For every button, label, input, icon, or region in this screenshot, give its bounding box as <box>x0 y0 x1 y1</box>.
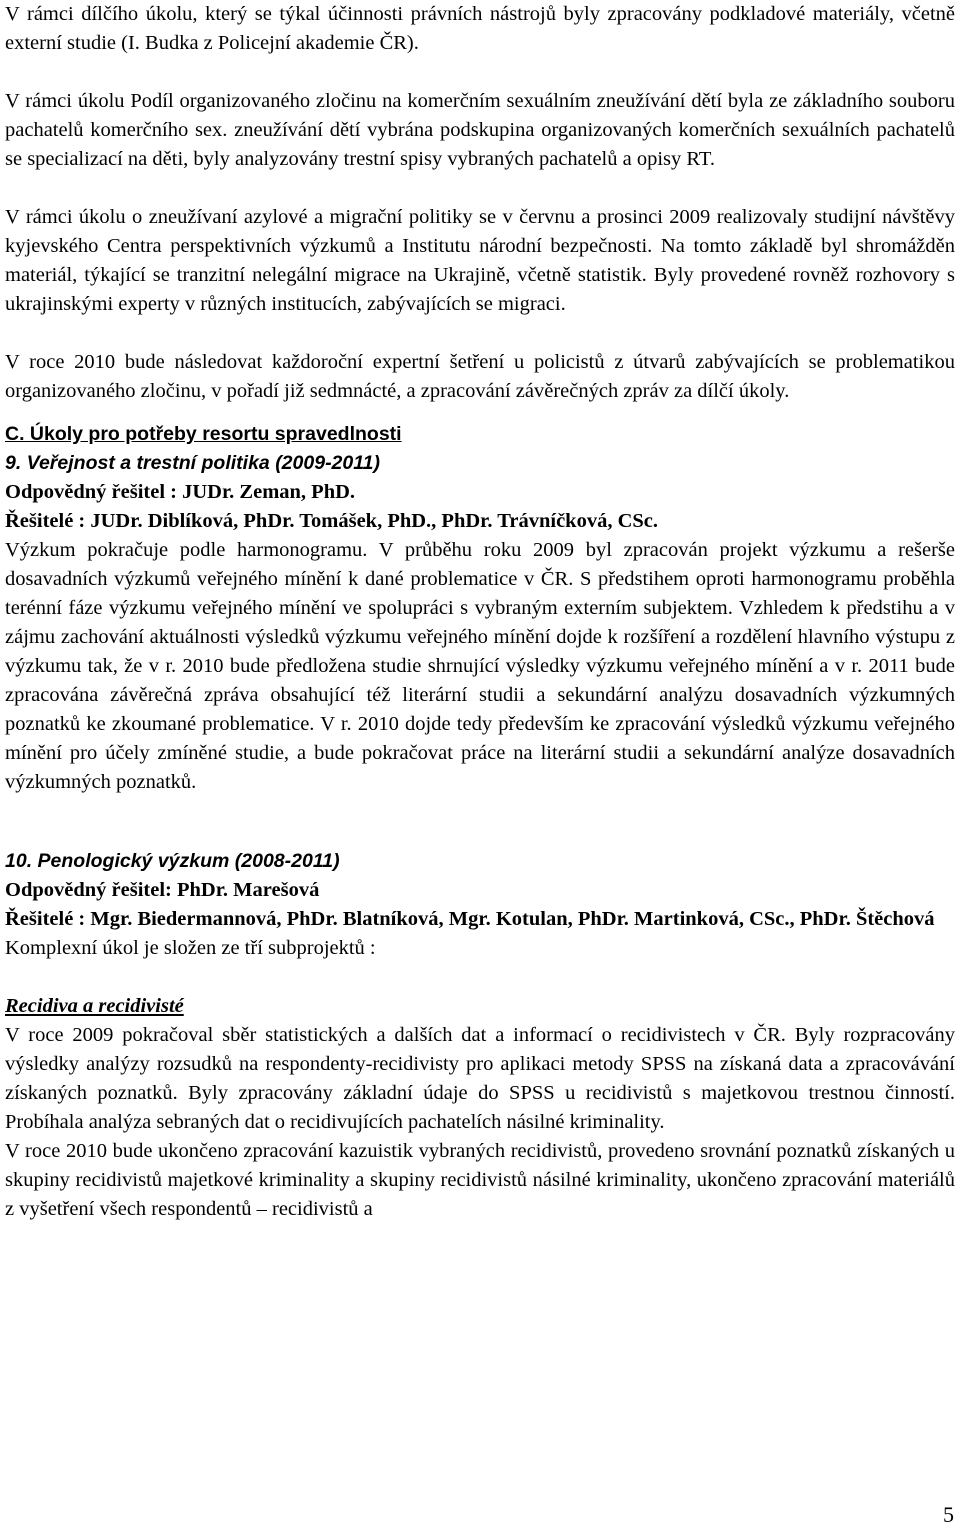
task-9-responsible: Odpovědný řešitel : JUDr. Zeman, PhD. <box>5 481 356 503</box>
paragraph-expert-survey: V roce 2010 bude následovat každoroční expertní šetření u policistů z útvarů zabývajících se problematikou organizovaného zločinu, v pořadí již sedmnácté, a zpracování závěrečných zpráv za dílčí úkoly. <box>5 351 955 402</box>
section-c-heading: C. Úkoly pro potřeby resortu spravedlnosti <box>5 423 402 445</box>
paragraph-organized-crime-exploitation: V rámci úkolu Podíl organizovaného zločinu na komerčním sexuálním zneužívání dětí byla ze základního souboru pachatelů komerčního sex. zneužívání dětí vybrána podskupina organizovaných komerčních sexuálních pachatelů se specializací na děti, byly analyzovány trestní spisy vybraných pachatelů a opisy RT. <box>5 90 955 170</box>
paragraph-asylum-migration: V rámci úkolu o zneužívaní azylové a migrační politiky se v červnu a prosinci 2009 realizovaly studijní návštěvy kyjevského Centra perspektivních výzkumů a Institutu národní bezpečnosti. Na tomto základě byl shromážděn materiál, týkající se tranzitní nelegální migrace na Ukrajině, včetně statistik. Byly provedené rovněž rozhovory s ukrajinskými experty v různých institucích, zabývajících se migraci. <box>5 206 955 315</box>
task-9-title: 9. Veřejnost a trestní politika (2009-2011) <box>5 452 380 474</box>
document-page <box>5 0 955 1224</box>
page-number: 5 <box>943 1502 954 1527</box>
task-10-intro: Komplexní úkol je složen ze tří subprojektů : <box>5 937 376 959</box>
task-10-responsible: Odpovědný řešitel: PhDr. Marešová <box>5 879 320 901</box>
subproject-text-2010: V roce 2010 bude ukončeno zpracování kazuistik vybraných recidivistů, provedeno srovnání poznatků získaných u skupiny recidivistů majetkové kriminality a skupiny recidivistů násilné kriminality, ukončeno zpracování materiálů z vyšetření všech respondentů – recidivistů a <box>5 1140 955 1220</box>
paragraph-legal-instruments: V rámci dílčího úkolu, který se týkal účinnosti právních nástrojů byly zpracovány podkladové materiály, včetně externí studie (I. Budka z Policejní akademie ČR). <box>5 3 955 54</box>
subproject-text-2009: V roce 2009 pokračoval sběr statistických a dalších dat a informací o recidivistech v ČR. Byly rozpracovány výsledky analýzy rozsudků na respondenty-recidivisty pro aplikaci metody SPSS na získaná data a zpracovávání získaných poznatků. Byly zpracovány základní údaje do SPSS u recidivistů s majetkovou trestnou činností. Probíhala analýza sebraných dat o recidivujících pachatelích násilné kriminality. <box>5 1024 955 1133</box>
task-9-solvers: Řešitelé : JUDr. Diblíková, PhDr. Tomášek, PhD., PhDr. Trávníčková, CSc. <box>5 510 659 532</box>
task-10-solvers: Řešitelé : Mgr. Biedermannová, PhDr. Blatníková, Mgr. Kotulan, PhDr. Martinková, CSc., PhDr. Štěchová <box>5 908 935 930</box>
task-9-text: Výzkum pokračuje podle harmonogramu. V průběhu roku 2009 byl zpracován projekt výzkumu a rešerše dosavadních výzkumů veřejného mínění k dané problematice v ČR. S předstihem oproti harmonogramu proběhla terénní fáze výzkumu veřejného mínění ve spolupráci s vybraným externím subjektem. Vzhledem k předstihu a v zájmu zachování aktuálnosti výsledků výzkumu veřejného mínění dojde k rozšíření a rozdělení hlavního výstupu z výzkumu tak, že v r. 2010 bude předložena studie shrnující výsledky výzkumu veřejného mínění a v r. 2011 bude zpracována závěrečná zpráva obsahující též literární studii a sekundární analýzu dosavadních výzkumných poznatků ke zkoumané problematice. V r. 2010 dojde tedy především ke zpracování výsledků výzkumu veřejného mínění pro účely zmíněné studie, a bude pokračovat práce na literární studii a sekundární analýze dosavadních výzkumných poznatků. <box>5 539 955 793</box>
task-10-title: 10. Penologický výzkum (2008-2011) <box>5 850 340 872</box>
subproject-heading: Recidiva a recidivisté <box>5 995 184 1017</box>
